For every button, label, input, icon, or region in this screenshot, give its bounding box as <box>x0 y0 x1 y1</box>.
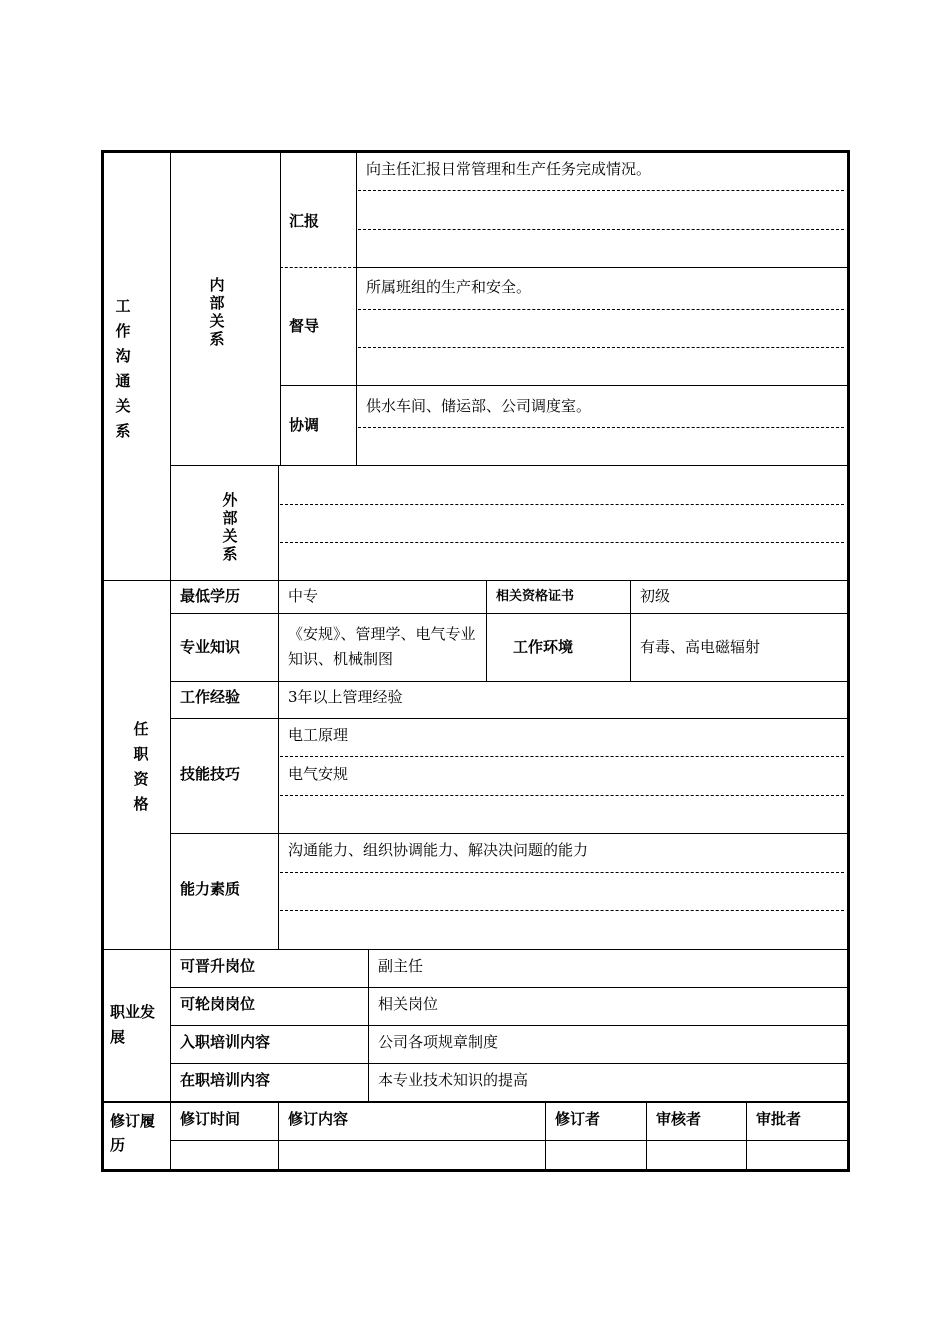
revision-column-header: 修订内容 <box>288 1110 349 1128</box>
divider <box>278 1102 279 1169</box>
onboarding-label: 入职培训内容 <box>180 1033 271 1051</box>
supervise-text: 所属班组的生产和安全。 <box>366 278 532 296</box>
divider <box>170 681 847 682</box>
dashed-line <box>280 756 844 757</box>
revision-column-header: 修订时间 <box>180 1110 241 1128</box>
divider <box>486 580 487 682</box>
divider <box>170 153 171 1169</box>
divider <box>170 987 847 988</box>
min-education-label: 最低学历 <box>180 587 241 605</box>
environment-value: 有毒、高电磁辐射 <box>640 638 761 656</box>
divider <box>280 153 281 466</box>
certificate-value: 初级 <box>640 587 671 605</box>
section-label-communication: 工作沟通关系 <box>115 297 131 440</box>
divider <box>646 1102 647 1169</box>
dashed-line <box>358 309 844 310</box>
abilities-value: 沟通能力、组织协调能力、解决决问题的能力 <box>288 841 589 859</box>
revision-column-header: 修订者 <box>555 1110 601 1128</box>
rotation-label: 可轮岗岗位 <box>180 995 256 1013</box>
dashed-line <box>280 910 844 911</box>
environment-label: 工作环境 <box>513 638 574 656</box>
dashed-line <box>358 190 844 191</box>
coordinate-text: 供水车间、储运部、公司调度室。 <box>366 397 592 415</box>
knowledge-value-line1: 《安规》、管理学、电气专业 <box>288 625 476 643</box>
onboarding-value: 公司各项规章制度 <box>378 1033 499 1051</box>
rotation-value: 相关岗位 <box>378 995 439 1013</box>
report-text: 向主任汇报日常管理和生产任务完成情况。 <box>366 160 652 178</box>
promotion-value: 副主任 <box>378 957 424 975</box>
skill-item: 电工原理 <box>288 726 349 744</box>
inservice-value: 本专业技术知识的提高 <box>378 1071 529 1089</box>
divider <box>630 580 631 682</box>
divider <box>170 465 847 466</box>
abilities-label: 能力素质 <box>180 880 241 898</box>
experience-label: 工作经验 <box>180 688 241 706</box>
divider <box>746 1102 747 1169</box>
knowledge-value-line2: 知识、机械制图 <box>288 650 394 668</box>
divider <box>356 153 357 466</box>
divider <box>280 267 356 268</box>
divider <box>356 267 847 268</box>
section-label-career: 职业发展 <box>110 1003 156 1046</box>
divider <box>170 718 847 719</box>
section-label-qualifications: 任职资格 <box>133 720 149 813</box>
dashed-line <box>280 504 844 505</box>
divider <box>104 1101 847 1103</box>
promotion-label: 可晋升岗位 <box>180 957 256 975</box>
internal-relations-label: 内部关系 <box>209 276 225 348</box>
revision-column-header: 审批者 <box>756 1110 802 1128</box>
divider <box>170 1063 847 1064</box>
divider <box>278 465 279 581</box>
dashed-line <box>358 427 844 428</box>
inservice-label: 在职培训内容 <box>180 1071 271 1089</box>
dashed-line <box>280 795 844 796</box>
divider <box>280 385 847 386</box>
divider <box>104 949 847 950</box>
dashed-line <box>358 347 844 348</box>
min-education-value: 中专 <box>288 587 319 605</box>
report-label: 汇报 <box>289 212 320 230</box>
divider <box>104 580 847 581</box>
knowledge-label: 专业知识 <box>180 638 241 656</box>
experience-value: 3年以上管理经验 <box>288 688 403 706</box>
divider <box>170 613 847 614</box>
skills-label: 技能技巧 <box>180 765 241 783</box>
divider <box>545 1102 546 1169</box>
external-relations-label: 外部关系 <box>222 491 238 563</box>
divider <box>170 1025 847 1026</box>
revision-column-header: 审核者 <box>656 1110 702 1128</box>
skill-item: 电气安规 <box>288 765 349 783</box>
divider <box>368 949 369 1102</box>
certificate-label: 相关资格证书 <box>496 589 575 604</box>
divider <box>170 833 847 834</box>
divider <box>278 580 279 949</box>
dashed-line <box>358 229 844 230</box>
dashed-line <box>280 542 844 543</box>
supervise-label: 督导 <box>289 317 320 335</box>
section-label-revisions: 修订履历 <box>110 1112 156 1154</box>
dashed-line <box>280 872 844 873</box>
coordinate-label: 协调 <box>289 416 320 434</box>
